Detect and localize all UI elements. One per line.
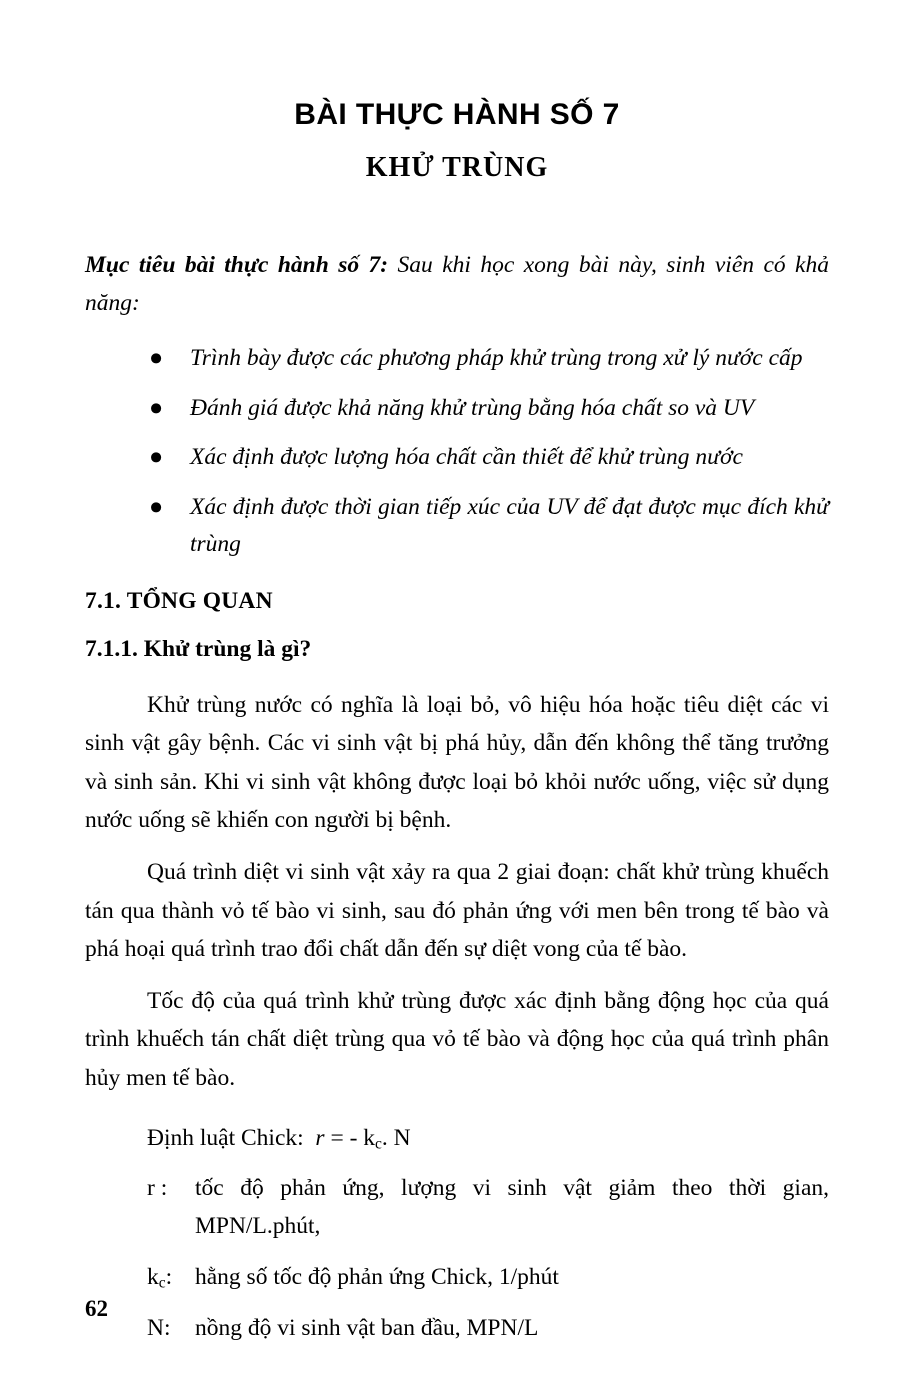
definition-term-main: N [147, 1315, 164, 1342]
list-item [85, 340, 829, 378]
definition-term-main: k [147, 1264, 159, 1291]
definition-term-colon: : [154, 1175, 168, 1202]
list-item-label: Đánh giá được khả năng khử trùng bằng hóa chất so và UV [190, 394, 755, 421]
bullet-dot-icon: ● [149, 394, 164, 421]
bullet-dot-icon: ● [149, 493, 164, 520]
formula-expression-tail: . N [381, 1124, 411, 1151]
definition-term-subscript: c [158, 1274, 166, 1292]
list-item [85, 1258, 829, 1296]
objective-bullet-list [85, 322, 829, 564]
body-paragraph-3: Tốc độ của quá trình khử trùng được xác định bằng động học của quá trình khuếch tán chất diệt trùng qua vỏ tế bào và động học của quá trình phân hủy men tế bào. [85, 988, 829, 1091]
body-paragraph-2: Quá trình diệt vi sinh vật xảy ra qua 2 giai đoạn: chất khử trùng khuếch tán qua thành vỏ tế bào vi sinh, sau đó phản ứng với men bên trong tế bào và phá hoại quá trình trao đổi chất dẫn đến sự diệt vong của tế bào. [85, 859, 829, 962]
section-heading-overview: 7.1. TỔNG QUAN [85, 587, 273, 614]
list-item [85, 489, 829, 564]
bullet-dot-icon: ● [149, 444, 164, 471]
body-paragraph-1: Khử trùng nước có nghĩa là loại bỏ, vô hiệu hóa hoặc tiêu diệt các vi sinh vật gây bệnh. Các vi sinh vật bị phá hủy, dẫn đến không thể tăng trưởng và sinh sản. Khi vi sinh vật không được loại bỏ khỏi nước uống, việc sử dụng nước uống sẽ khiến con người bị bệnh. [85, 692, 829, 833]
list-item-label: Xác định được lượng hóa chất cần thiết để khử trùng nước [190, 444, 743, 471]
list-item [85, 1169, 829, 1245]
list-item [85, 390, 829, 428]
definition-term-colon: : [163, 1315, 171, 1342]
objective-paragraph [85, 184, 829, 322]
subsection-heading-definition: 7.1.1. Khử trùng là gì? [85, 635, 312, 662]
formula-expression: = - k [324, 1124, 376, 1151]
definition-text: nồng độ vi sinh vật ban đầu, MPN/L [195, 1315, 539, 1342]
definition-term-main: r [147, 1175, 155, 1202]
objective-body-text: Sau khi học xong bài này, sinh viên có khả năng: [85, 251, 829, 316]
list-item [85, 439, 829, 477]
definition-term-colon: : [165, 1264, 173, 1291]
list-item-label: Trình bày được các phương pháp khử trùng trong xử lý nước cấp [190, 344, 803, 371]
definition-term [147, 1309, 171, 1347]
formula-variable-r: r [315, 1124, 325, 1151]
definition-text: hằng số tốc độ phản ứng Chick, 1/phút [195, 1264, 559, 1291]
definition-term [147, 1169, 167, 1207]
variable-definition-list [85, 1157, 829, 1347]
bullet-dot-icon: ● [149, 344, 164, 371]
page-title: BÀI THỰC HÀNH SỐ 7 [294, 98, 620, 131]
page-content [85, 0, 829, 1348]
list-item [85, 1309, 829, 1347]
objective-lead-label: Mục tiêu bài thực hành số 7: [85, 251, 389, 278]
list-item-label: Xác định được thời gian tiếp xúc của UV để đạt được mục đích khử trùng [190, 493, 829, 558]
page-number: 62 [85, 1296, 108, 1321]
formula-label: Định luật Chick: [147, 1124, 304, 1151]
formula-subscript-c: c [375, 1135, 382, 1153]
definition-term [147, 1258, 172, 1296]
chick-law-formula [85, 1097, 829, 1157]
page-subtitle: KHỬ TRÙNG [365, 152, 549, 183]
definition-text: tốc độ phản ứng, lượng vi sinh vật giảm theo thời gian, MPN/L.phút, [195, 1175, 829, 1240]
